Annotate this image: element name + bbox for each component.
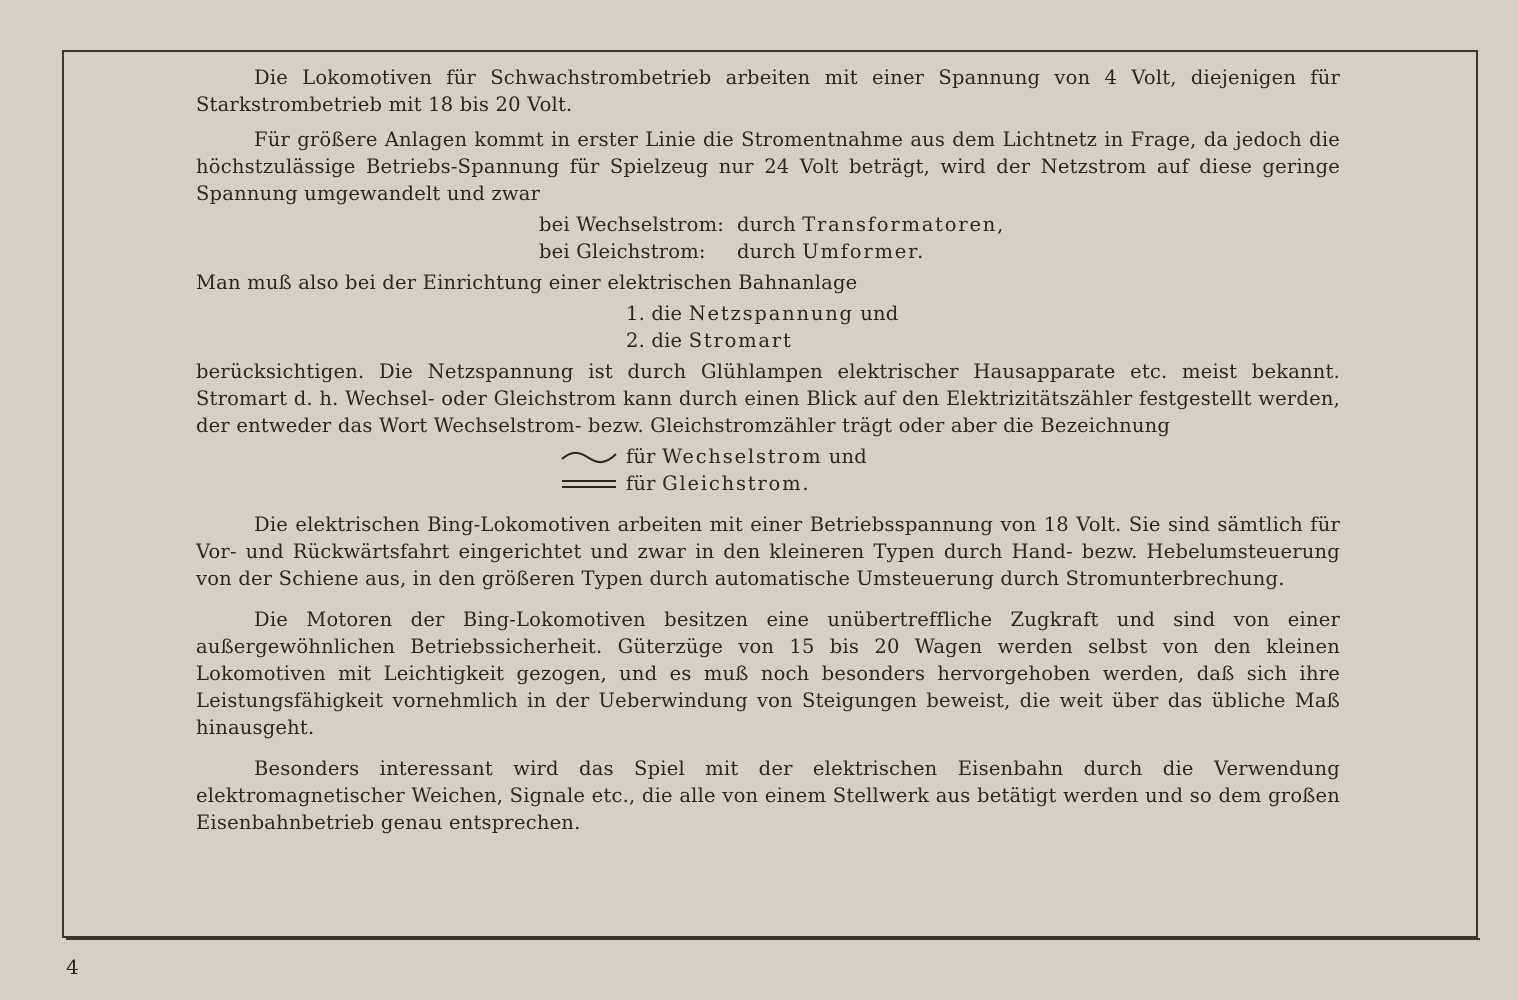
paragraph-voltage: Die Lokomotiven für Schwachstrombetrieb arbeiten mit einer Spannung von 4 Volt, diejenigen für Starkstrombetrieb mit 18 bis 20 Volt. bbox=[196, 66, 1340, 116]
requirement-article: die bbox=[651, 302, 683, 325]
tilde-wave-icon bbox=[560, 450, 626, 464]
requirement-item bbox=[196, 300, 1340, 327]
symbol-row bbox=[196, 443, 1340, 470]
requirement-term: Stromart bbox=[688, 329, 793, 352]
symbol-prefix: für bbox=[626, 445, 656, 468]
requirement-article: die bbox=[651, 329, 683, 352]
conversion-via: durch bbox=[737, 213, 796, 236]
symbol-term: Gleichstrom. bbox=[662, 472, 811, 495]
conversion-label: bei Gleichstrom: bbox=[539, 240, 706, 263]
paragraph-current-type: berücksichtigen. Die Netzspannung ist durch Glühlampen elektrischer Hausapparate etc. meist bekannt. Stromart d. h. Wechsel- oder Gleichstrom kann durch einen Blick auf den Elektrizitätszähler festgestellt werden, der entweder das Wort Wechselstrom- bezw. Gleichstromzähler trägt oder aber die Bezeichnung bbox=[196, 360, 1340, 437]
conversion-label: bei Wechselstrom: bbox=[539, 213, 725, 236]
requirement-item bbox=[196, 327, 1340, 354]
conversion-list bbox=[196, 211, 1340, 265]
requirement-number: 2. bbox=[626, 329, 646, 352]
paragraph-mains-supply: Für größere Anlagen kommt in erster Linie die Stromentnahme aus dem Lichtnetz in Frage, da jedoch die höchstzulässige Betriebs-Spannung für Spielzeug nur 24 Volt beträgt, wird der Netzstrom auf diese geringe Spannung umgewandelt und zwar bbox=[196, 128, 1340, 205]
symbol-term: Wechselstrom bbox=[662, 445, 823, 468]
requirements-list bbox=[196, 300, 1340, 354]
symbol-conjunction: und bbox=[828, 445, 867, 468]
conversion-row bbox=[196, 238, 1340, 265]
symbol-legend bbox=[196, 443, 1340, 497]
symbol-prefix: für bbox=[626, 472, 656, 495]
paragraph-setup: Man muß also bei der Einrichtung einer elektrischen Bahnanlage bbox=[196, 271, 858, 294]
conversion-row bbox=[196, 211, 1340, 238]
symbol-row bbox=[196, 470, 1340, 497]
requirement-conjunction: und bbox=[860, 302, 899, 325]
paragraph-bing-voltage: Die elektrischen Bing-Lokomotiven arbeiten mit einer Betriebsspannung von 18 Volt. Sie sind sämtlich für Vor- und Rückwärtsfahrt eingerichtet und zwar in den kleineren Typen durch Hand- bezw. Hebelumsteuerung von der Schiene aus, in den größeren Typen durch automatische Umsteuerung durch Stromunterbrechung. bbox=[196, 513, 1340, 590]
page-number: 4 bbox=[66, 955, 79, 979]
conversion-via: durch bbox=[737, 240, 796, 263]
paragraph-motors: Die Motoren der Bing-Lokomotiven besitzen eine unübertreffliche Zugkraft und sind von einer außergewöhnlichen Betriebssicherheit. Güterzüge von 15 bis 20 Wagen werden selbst von den kleinen Lokomotiven mit Leichtigkeit gezogen, und es muß noch besonders hervorgehoben werden, daß sich ihre Leistungsfähigkeit vornehmlich in der Ueberwindung von Steigungen beweist, die weit über das übliche Maß hinausgeht. bbox=[196, 608, 1340, 739]
paragraph-accessories: Besonders interessant wird das Spiel mit der elektrischen Eisenbahn durch die Verwendung elektromagnetischer Weichen, Signale etc., die alle von einem Stellwerk aus betätigt werden und so dem großen Eisenbahnbetrieb genau entsprechen. bbox=[196, 757, 1340, 834]
double-line-icon bbox=[560, 477, 626, 491]
conversion-device: Umformer. bbox=[802, 240, 926, 263]
requirement-number: 1. bbox=[626, 302, 646, 325]
requirement-term: Netzspannung bbox=[688, 302, 854, 325]
conversion-device: Transformatoren, bbox=[802, 213, 1006, 236]
document-body bbox=[196, 64, 1340, 836]
